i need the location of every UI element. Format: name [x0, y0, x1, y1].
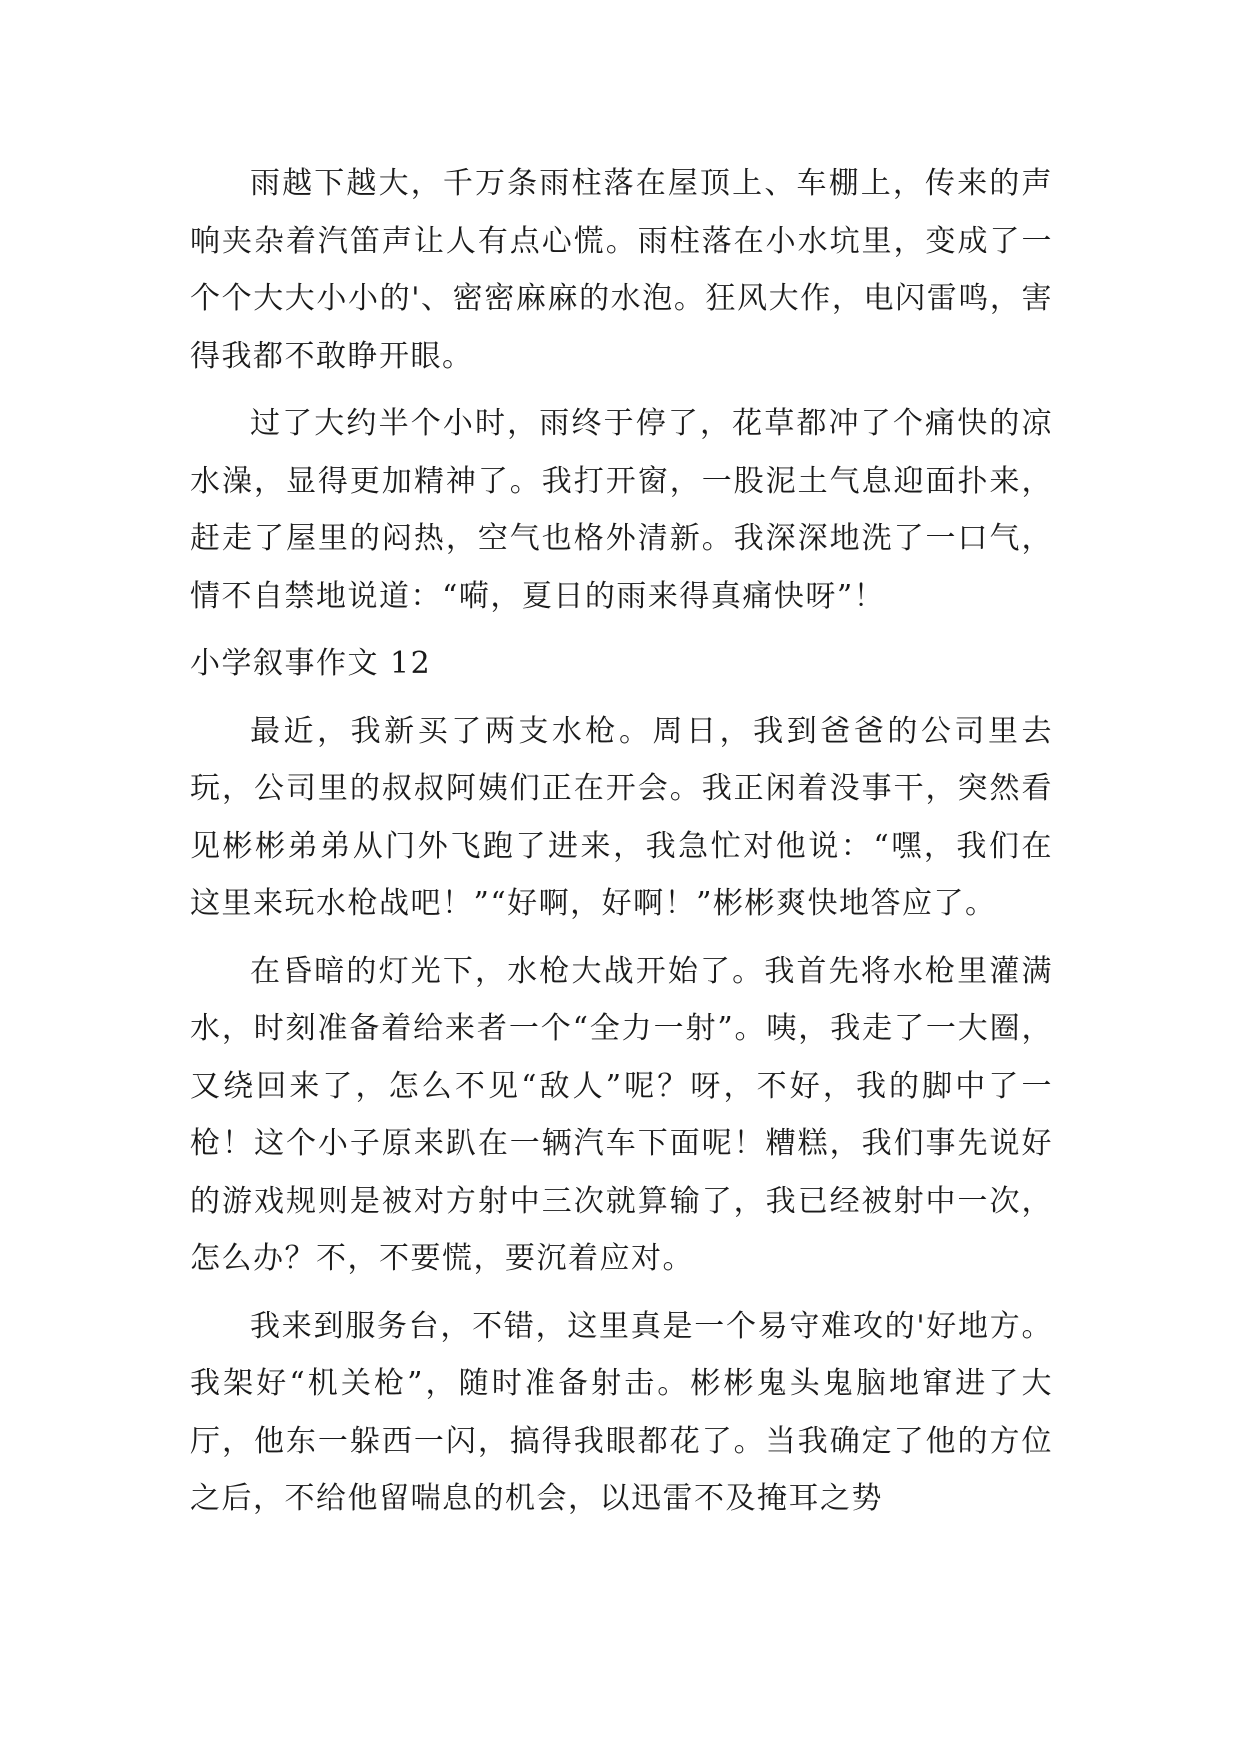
document-body: [190, 155, 1053, 1538]
paragraph-rain-stops: 过了大约半个小时，雨终于停了，花草都冲了个痛快的凉水澡，显得更加精神了。我打开窗，一股泥土气息迎面扑来，赶走了屋里的闷热，空气也格外清新。我深深地洗了一口气，情不自禁地说道：“嗬，夏日的雨来得真痛快呀”！: [190, 406, 1053, 614]
paragraph-water-guns: 最近，我新买了两支水枪。周日，我到爸爸的公司里去玩，公司里的叔叔阿姨们正在开会。我正闲着没事干，突然看见彬彬弟弟从门外飞跑了进来，我急忙对他说：“嘿，我们在这里来玩水枪战吧！”“好啊，好啊！”彬彬爽快地答应了。: [190, 713, 1053, 921]
paragraph-service-desk: 我来到服务台，不错，这里真是一个易守难攻的'好地方。我架好“机关枪”，随时准备射击。彬彬鬼头鬼脑地窜进了大厅，他东一躲西一闪，搞得我眼都花了。当我确定了他的方位之后，不给他留喘息的机会，以迅雷不及掩耳之势: [190, 1308, 1053, 1516]
paragraph-battle-begins: 在昏暗的灯光下，水枪大战开始了。我首先将水枪里灌满水，时刻准备着给来者一个“全力一射”。咦，我走了一大圈，又绕回来了，怎么不见“敌人”呢？呀，不好，我的脚中了一枪！这个小子原来趴在一辆汽车下面呢！糟糕，我们事先说好的游戏规则是被对方射中三次就算输了，我已经被射中一次，怎么办？不，不要慌，要沉着应对。: [190, 953, 1053, 1276]
essay-heading: 小学叙事作文 12: [190, 646, 432, 681]
paragraph-rain-heavy: 雨越下越大，千万条雨柱落在屋顶上、车棚上，传来的声响夹杂着汽笛声让人有点心慌。雨柱落在小水坑里，变成了一个个大大小小的'、密密麻麻的水泡。狂风大作，电闪雷鸣，害得我都不敢睁开眼。: [190, 166, 1053, 374]
